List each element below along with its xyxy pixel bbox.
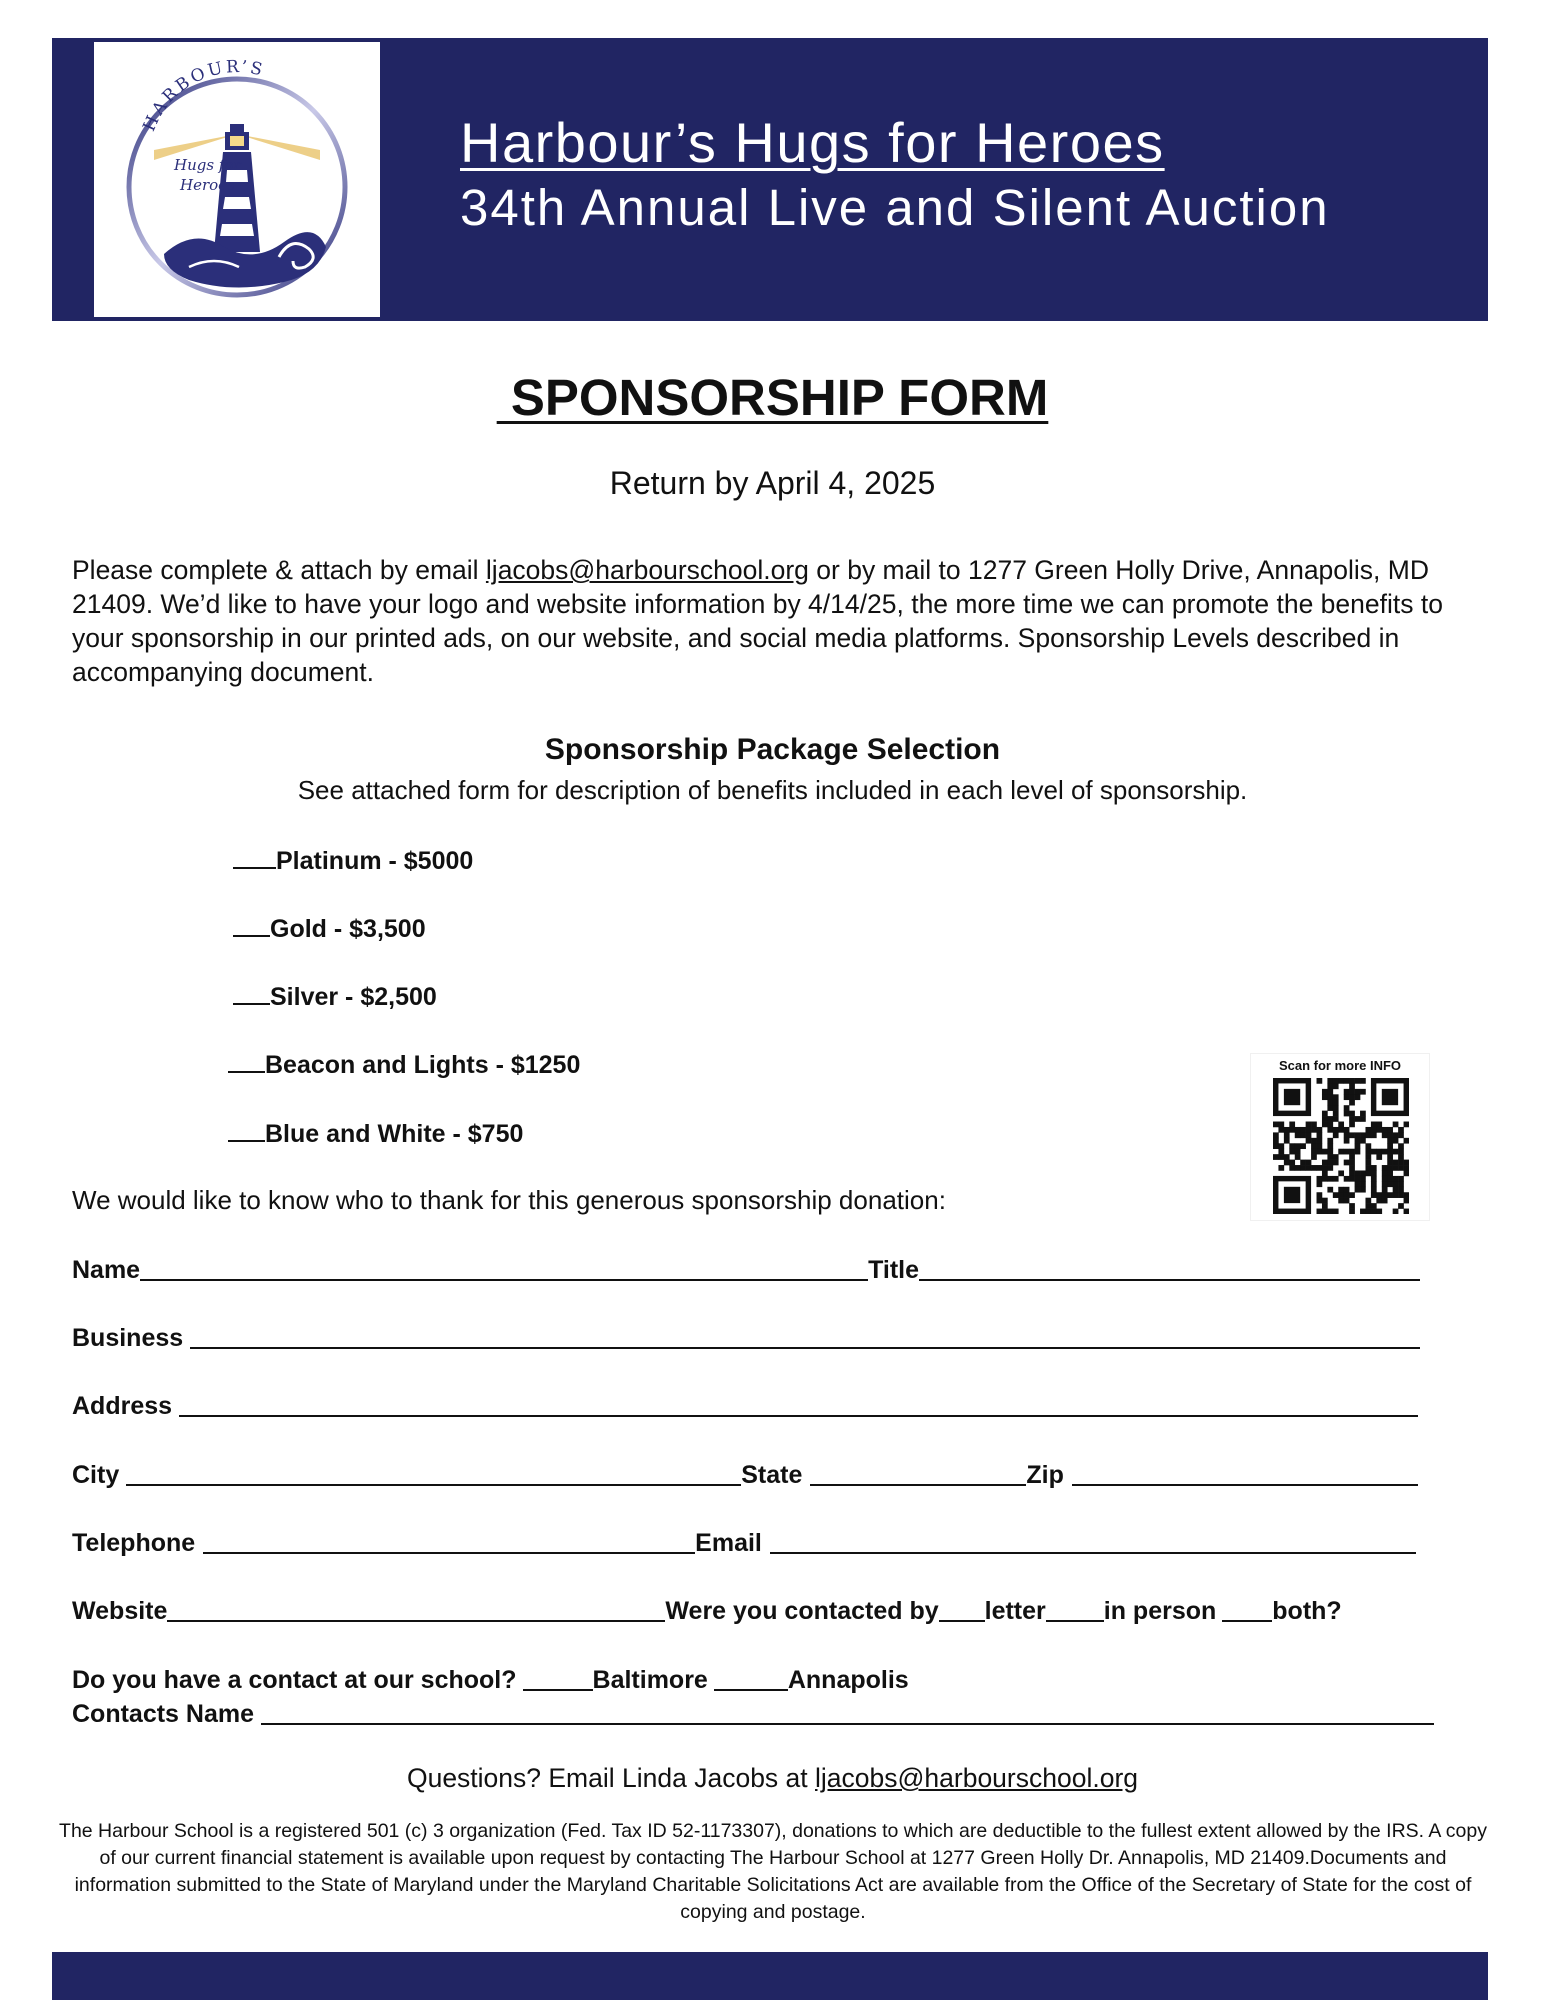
website-contacted-row [72,1592,1417,1626]
intro-text-start: Please complete & attach by email [72,555,486,585]
in-person-blank[interactable] [1046,1620,1104,1622]
option-blue-and-white[interactable] [228,1116,523,1149]
option-blank[interactable] [233,843,276,869]
legal-disclaimer: The Harbour School is a registered 501 (c) 3 organization (Fed. Tax ID 52-1173307), donations to which are deductible to the fullest extent allowed by the IRS. A copy of our current financial statement is available upon request by contacting The Harbour School at 1277 Green Holly Dr. Annapolis, MD 21409.Documents and information submitted to the State of Maryland under the Maryland Charitable Solicitations Act are available from the Office of the Secretary of State for the cost of copying and postage. [59,1820,1487,1923]
business-label: Business [72,1324,184,1352]
option-blank[interactable] [228,1047,265,1073]
contacts-name-label: Contacts Name [72,1700,254,1728]
lighthouse-logo-icon [94,42,380,317]
zip-label: Zip [1026,1461,1064,1489]
page-title: Harbour’s Hugs for Heroes [460,111,1165,174]
option-silver[interactable] [233,979,437,1012]
qr-code-block[interactable] [1250,1053,1430,1221]
option-label: Blue and White - $750 [265,1120,524,1148]
package-heading: Sponsorship Package Selection [544,733,1001,766]
title-label: Title [868,1256,920,1284]
qr-label: Scan for more INFO [1278,1058,1402,1073]
return-by-date: Return by April 4, 2025 [609,465,936,501]
school-contact-row [72,1661,1172,1695]
qr-code-icon [1273,1078,1409,1214]
questions-line [0,1763,1545,1794]
zip-field[interactable] [1072,1484,1418,1486]
page-subtitle: 34th Annual Live and Silent Auction [460,179,1330,236]
option-gold[interactable] [233,911,426,944]
option-label: Silver - $2,500 [270,983,437,1011]
school-contact-label: Do you have a contact at our school? [72,1666,517,1694]
option-label: Gold - $3,500 [270,915,426,943]
contacted-by-label: Were you contacted by [665,1597,939,1625]
intro-text-end: or by mail to 1277 Green Holly Drive, Annapolis, MD 21409. We’d like to have your logo and website information by 4/14/25, the more time we can promote the benefits to your sponsorship in our printed ads, on our website, and social media platforms. Sponsorship Levels described in accompanying document. [72,555,1451,687]
package-subheading: See attached form for description of benefits included in each level of sponsorship. [297,775,1248,805]
state-field[interactable] [810,1484,1026,1486]
questions-email-link[interactable]: ljacobs@harbourschool.org [815,1763,1139,1793]
email-field[interactable] [770,1552,1416,1554]
business-field[interactable] [190,1347,1420,1349]
name-title-row [72,1251,1420,1285]
business-row [72,1319,1420,1353]
website-label: Website [72,1597,168,1625]
logo [94,42,380,317]
option-label: Platinum - $5000 [276,847,474,875]
in-person-label: in person [1103,1597,1217,1625]
intro-email-link[interactable]: ljacobs@harbourschool.org [485,555,809,585]
address-label: Address [72,1392,173,1420]
address-row [72,1387,1418,1421]
name-label: Name [72,1256,141,1284]
option-blank[interactable] [233,911,270,937]
both-blank[interactable] [1222,1620,1272,1622]
letter-label: letter [984,1597,1046,1625]
contacts-name-field[interactable] [261,1723,1434,1725]
option-label: Beacon and Lights - $1250 [265,1051,581,1079]
svg-text:Hugs for: Hugs for [174,156,241,174]
form-title: SPONSORSHIP FORM [496,369,1049,426]
footer-banner [52,1952,1488,2000]
email-label: Email [695,1529,762,1557]
city-state-zip-row [72,1456,1418,1490]
option-blank[interactable] [233,979,270,1005]
letter-blank[interactable] [939,1620,985,1622]
svg-text:HARBOUR’S: HARBOUR’S [139,57,268,135]
city-label: City [72,1461,120,1489]
annapolis-blank[interactable] [714,1689,788,1691]
annapolis-label: Annapolis [787,1666,909,1694]
baltimore-label: Baltimore [592,1666,708,1694]
address-field[interactable] [179,1415,1418,1417]
telephone-label: Telephone [72,1529,196,1557]
intro-paragraph [72,553,1482,689]
svg-text:Heroes: Heroes [180,176,235,194]
option-beacon-and-lights[interactable] [228,1047,580,1080]
option-platinum[interactable] [233,843,473,876]
option-blank[interactable] [228,1116,265,1142]
both-label: both? [1272,1597,1342,1625]
city-field[interactable] [126,1484,741,1486]
header-banner [52,38,1488,321]
name-field[interactable] [140,1279,868,1281]
state-label: State [741,1461,803,1489]
baltimore-blank[interactable] [523,1689,593,1691]
telephone-field[interactable] [203,1552,695,1554]
contacts-name-row [72,1695,1434,1729]
title-field[interactable] [919,1279,1420,1281]
thanks-intro: We would like to know who to thank for this generous sponsorship donation: [72,1185,946,1215]
questions-text: Questions? Email Linda Jacobs at [406,1763,816,1793]
telephone-email-row [72,1524,1416,1558]
website-field[interactable] [167,1620,665,1622]
